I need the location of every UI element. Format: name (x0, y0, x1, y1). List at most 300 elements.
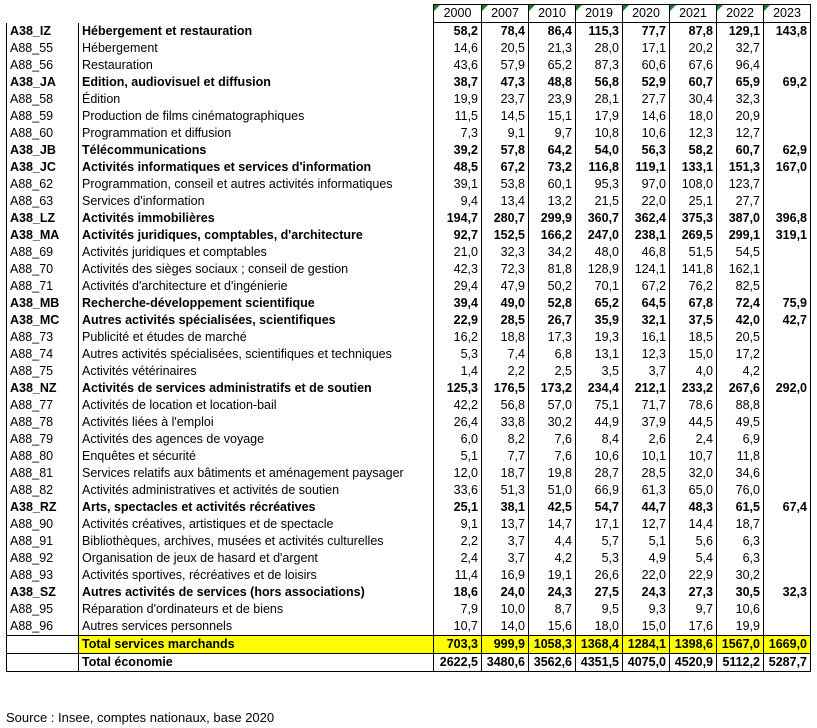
value-cell (764, 414, 811, 431)
section-row (7, 227, 811, 244)
value-cell: 34,2 (529, 244, 576, 261)
value-cell: 9,1 (434, 516, 482, 533)
value-cell: 44,7 (623, 499, 670, 516)
value-cell: 22,9 (434, 312, 482, 329)
value-cell: 72,4 (717, 295, 764, 312)
row-label: Hébergement (79, 40, 434, 57)
value-cell: 78,4 (482, 23, 529, 41)
value-cell: 37,5 (670, 312, 717, 329)
value-cell: 82,5 (717, 278, 764, 295)
value-cell: 38,1 (482, 499, 529, 516)
row-code: A88_74 (7, 346, 79, 363)
table-body (7, 23, 811, 672)
value-cell: 16,9 (482, 567, 529, 584)
table-row (7, 618, 811, 636)
row-code: A88_91 (7, 533, 79, 550)
value-cell: 43,6 (434, 57, 482, 74)
value-cell: 19,8 (529, 465, 576, 482)
value-cell: 5,1 (434, 448, 482, 465)
table-row (7, 176, 811, 193)
value-cell (764, 363, 811, 380)
value-cell: 3,7 (482, 533, 529, 550)
value-cell: 19,3 (576, 329, 623, 346)
value-cell: 65,2 (576, 295, 623, 312)
value-cell: 9,3 (623, 601, 670, 618)
row-label: Recherche-développement scientifique (79, 295, 434, 312)
value-cell: 42,5 (529, 499, 576, 516)
value-cell: 18,5 (670, 329, 717, 346)
value-cell: 10,7 (434, 618, 482, 636)
value-cell: 4,0 (670, 363, 717, 380)
row-code: A38_MC (7, 312, 79, 329)
row-label: Activités informatiques et services d'information (79, 159, 434, 176)
row-code: A88_77 (7, 397, 79, 414)
cell-marker-icon (434, 5, 440, 11)
value-cell: 65,2 (529, 57, 576, 74)
table-row (7, 516, 811, 533)
year-label: 2007 (491, 6, 519, 20)
value-cell: 12,7 (717, 125, 764, 142)
value-cell: 18,0 (670, 108, 717, 125)
value-cell: 50,2 (529, 278, 576, 295)
value-cell: 7,4 (482, 346, 529, 363)
table-row (7, 397, 811, 414)
table-row (7, 57, 811, 74)
value-cell: 362,4 (623, 210, 670, 227)
section-row (7, 295, 811, 312)
row-label: Activités des sièges sociaux ; conseil de gestion (79, 261, 434, 278)
value-cell: 35,9 (576, 312, 623, 329)
value-cell: 65,9 (717, 74, 764, 91)
value-cell: 13,1 (576, 346, 623, 363)
value-cell: 67,8 (670, 295, 717, 312)
value-cell: 2,2 (482, 363, 529, 380)
value-cell: 26,7 (529, 312, 576, 329)
value-cell: 54,0 (576, 142, 623, 159)
value-cell: 33,8 (482, 414, 529, 431)
row-label: Activités vétérinaires (79, 363, 434, 380)
value-cell: 269,5 (670, 227, 717, 244)
row-code: A88_73 (7, 329, 79, 346)
row-label: Autres services personnels (79, 618, 434, 636)
value-cell: 5112,2 (717, 654, 764, 672)
section-row (7, 210, 811, 227)
year-header-2022 (717, 5, 764, 23)
value-cell: 49,0 (482, 295, 529, 312)
value-cell: 66,9 (576, 482, 623, 499)
value-cell: 18,7 (482, 465, 529, 482)
value-cell: 125,3 (434, 380, 482, 397)
value-cell (764, 329, 811, 346)
table-row (7, 550, 811, 567)
row-code (7, 636, 79, 654)
value-cell: 4,2 (717, 363, 764, 380)
value-cell: 53,8 (482, 176, 529, 193)
value-cell: 128,9 (576, 261, 623, 278)
value-cell: 57,0 (529, 397, 576, 414)
value-cell: 4075,0 (623, 654, 670, 672)
value-cell: 319,1 (764, 227, 811, 244)
value-cell: 280,7 (482, 210, 529, 227)
table-row (7, 363, 811, 380)
value-cell: 9,7 (529, 125, 576, 142)
value-cell: 77,7 (623, 23, 670, 41)
value-cell: 26,6 (576, 567, 623, 584)
value-cell: 76,2 (670, 278, 717, 295)
header-row (7, 5, 811, 23)
row-label: Arts, spectacles et activités récréatives (79, 499, 434, 516)
value-cell (764, 618, 811, 636)
row-code: A88_63 (7, 193, 79, 210)
value-cell: 70,1 (576, 278, 623, 295)
row-label: Services d'information (79, 193, 434, 210)
row-label: Activités créatives, artistiques et de spectacle (79, 516, 434, 533)
value-cell: 76,0 (717, 482, 764, 499)
year-label: 2000 (443, 6, 472, 20)
row-label: Total économie (79, 654, 434, 672)
value-cell: 49,5 (717, 414, 764, 431)
value-cell: 60,7 (717, 142, 764, 159)
value-cell: 61,3 (623, 482, 670, 499)
value-cell: 65,0 (670, 482, 717, 499)
value-cell: 15,0 (670, 346, 717, 363)
value-cell: 11,5 (434, 108, 482, 125)
value-cell: 52,9 (623, 74, 670, 91)
row-code: A88_58 (7, 91, 79, 108)
row-code: A38_JA (7, 74, 79, 91)
row-code: A88_79 (7, 431, 79, 448)
value-cell: 15,0 (623, 618, 670, 636)
value-cell: 86,4 (529, 23, 576, 41)
value-cell: 58,2 (670, 142, 717, 159)
value-cell: 47,3 (482, 74, 529, 91)
row-code: A88_92 (7, 550, 79, 567)
value-cell: 30,5 (717, 584, 764, 601)
value-cell: 166,2 (529, 227, 576, 244)
value-cell: 21,5 (576, 193, 623, 210)
row-code: A38_JC (7, 159, 79, 176)
section-row (7, 23, 811, 41)
value-cell: 1398,6 (670, 636, 717, 654)
value-cell: 6,0 (434, 431, 482, 448)
value-cell: 48,3 (670, 499, 717, 516)
value-cell: 22,9 (670, 567, 717, 584)
value-cell: 8,2 (482, 431, 529, 448)
value-cell: 42,7 (764, 312, 811, 329)
value-cell: 16,2 (434, 329, 482, 346)
table-row (7, 533, 811, 550)
value-cell: 32,1 (623, 312, 670, 329)
value-cell: 17,2 (717, 346, 764, 363)
value-cell (764, 176, 811, 193)
value-cell: 233,2 (670, 380, 717, 397)
value-cell: 152,5 (482, 227, 529, 244)
cell-marker-icon (529, 5, 535, 11)
value-cell: 4,2 (529, 550, 576, 567)
value-cell: 7,6 (529, 448, 576, 465)
value-cell: 51,5 (670, 244, 717, 261)
value-cell: 23,9 (529, 91, 576, 108)
value-cell: 92,7 (434, 227, 482, 244)
cell-marker-icon (670, 5, 676, 11)
value-cell: 32,3 (482, 244, 529, 261)
row-code: A88_78 (7, 414, 79, 431)
section-row (7, 159, 811, 176)
value-cell: 17,9 (576, 108, 623, 125)
value-cell: 81,8 (529, 261, 576, 278)
cell-marker-icon (717, 5, 723, 11)
value-cell: 28,1 (576, 91, 623, 108)
value-cell: 24,0 (482, 584, 529, 601)
value-cell (764, 125, 811, 142)
value-cell: 6,9 (717, 431, 764, 448)
value-cell: 33,6 (434, 482, 482, 499)
value-cell: 7,9 (434, 601, 482, 618)
value-cell: 10,7 (670, 448, 717, 465)
row-code: A88_95 (7, 601, 79, 618)
value-cell: 67,2 (482, 159, 529, 176)
row-code: A88_80 (7, 448, 79, 465)
row-label: Production de films cinématographiques (79, 108, 434, 125)
value-cell: 173,2 (529, 380, 576, 397)
row-code: A88_75 (7, 363, 79, 380)
value-cell: 71,7 (623, 397, 670, 414)
row-label: Activités immobilières (79, 210, 434, 227)
value-cell: 69,2 (764, 74, 811, 91)
year-header-2020 (623, 5, 670, 23)
value-cell: 387,0 (717, 210, 764, 227)
value-cell: 15,1 (529, 108, 576, 125)
year-header-2021 (670, 5, 717, 23)
value-cell: 12,0 (434, 465, 482, 482)
row-code: A88_55 (7, 40, 79, 57)
value-cell: 9,5 (576, 601, 623, 618)
cell-marker-icon (764, 5, 770, 11)
row-label: Services relatifs aux bâtiments et aménagement paysager (79, 465, 434, 482)
value-cell: 11,8 (717, 448, 764, 465)
value-cell: 39,1 (434, 176, 482, 193)
value-cell: 119,1 (623, 159, 670, 176)
year-label: 2021 (679, 6, 707, 20)
value-cell: 247,0 (576, 227, 623, 244)
value-cell: 30,2 (717, 567, 764, 584)
total-services-marchands-row (7, 636, 811, 654)
header-blank-label (79, 5, 434, 23)
value-cell: 12,7 (623, 516, 670, 533)
row-code: A88_62 (7, 176, 79, 193)
section-row (7, 142, 811, 159)
row-code: A88_96 (7, 618, 79, 636)
value-cell: 32,3 (764, 584, 811, 601)
value-cell (764, 261, 811, 278)
value-cell (764, 244, 811, 261)
row-code: A88_56 (7, 57, 79, 74)
value-cell: 16,1 (623, 329, 670, 346)
value-cell: 25,1 (434, 499, 482, 516)
value-cell: 14,4 (670, 516, 717, 533)
value-cell: 21,3 (529, 40, 576, 57)
value-cell: 54,5 (717, 244, 764, 261)
row-label: Publicité et études de marché (79, 329, 434, 346)
table-row (7, 278, 811, 295)
table-row (7, 431, 811, 448)
value-cell: 19,9 (717, 618, 764, 636)
row-label: Autres activités de services (hors associations) (79, 584, 434, 601)
value-cell: 20,5 (482, 40, 529, 57)
value-cell: 2,2 (434, 533, 482, 550)
row-code: A88_82 (7, 482, 79, 499)
cell-marker-icon (482, 5, 488, 11)
data-table (6, 4, 811, 672)
row-label: Restauration (79, 57, 434, 74)
row-code: A38_MB (7, 295, 79, 312)
value-cell (764, 40, 811, 57)
value-cell: 22,0 (623, 567, 670, 584)
value-cell (764, 482, 811, 499)
value-cell: 1669,0 (764, 636, 811, 654)
value-cell: 19,1 (529, 567, 576, 584)
value-cell: 25,1 (670, 193, 717, 210)
cell-marker-icon (623, 5, 629, 11)
value-cell: 9,1 (482, 125, 529, 142)
row-code: A88_71 (7, 278, 79, 295)
year-header-2019 (576, 5, 623, 23)
year-label: 2020 (632, 6, 660, 20)
value-cell: 999,9 (482, 636, 529, 654)
value-cell: 34,6 (717, 465, 764, 482)
value-cell: 22,0 (623, 193, 670, 210)
value-cell: 60,1 (529, 176, 576, 193)
value-cell: 2,4 (670, 431, 717, 448)
row-code: A88_69 (7, 244, 79, 261)
value-cell: 42,0 (717, 312, 764, 329)
section-row (7, 380, 811, 397)
value-cell: 4520,9 (670, 654, 717, 672)
value-cell: 299,1 (717, 227, 764, 244)
row-label: Activités des agences de voyage (79, 431, 434, 448)
value-cell: 51,3 (482, 482, 529, 499)
value-cell: 5287,7 (764, 654, 811, 672)
row-label: Activités administratives et activités de soutien (79, 482, 434, 499)
row-label: Activités liées à l'emploi (79, 414, 434, 431)
value-cell: 4,4 (529, 533, 576, 550)
row-label: Enquêtes et sécurité (79, 448, 434, 465)
row-label: Autres activités spécialisées, scientifiques (79, 312, 434, 329)
value-cell: 87,3 (576, 57, 623, 74)
value-cell: 78,6 (670, 397, 717, 414)
value-cell (764, 465, 811, 482)
value-cell: 27,3 (670, 584, 717, 601)
value-cell: 2622,5 (434, 654, 482, 672)
value-cell: 3562,6 (529, 654, 576, 672)
value-cell: 4351,5 (576, 654, 623, 672)
value-cell: 32,0 (670, 465, 717, 482)
year-label: 2010 (538, 6, 566, 20)
value-cell: 18,6 (434, 584, 482, 601)
row-label: Programmation et diffusion (79, 125, 434, 142)
year-label: 2023 (773, 6, 801, 20)
value-cell: 52,8 (529, 295, 576, 312)
value-cell (764, 193, 811, 210)
table-row (7, 91, 811, 108)
value-cell: 24,3 (529, 584, 576, 601)
value-cell: 7,3 (434, 125, 482, 142)
value-cell: 5,3 (434, 346, 482, 363)
value-cell: 64,2 (529, 142, 576, 159)
table-row (7, 329, 811, 346)
table-row (7, 261, 811, 278)
row-code: A88_93 (7, 567, 79, 584)
value-cell: 39,4 (434, 295, 482, 312)
value-cell: 20,9 (717, 108, 764, 125)
source-note: Source : Insee, comptes nationaux, base 2020 (6, 710, 275, 725)
value-cell: 75,1 (576, 397, 623, 414)
section-row (7, 74, 811, 91)
value-cell: 23,7 (482, 91, 529, 108)
value-cell: 1567,0 (717, 636, 764, 654)
row-label: Activités sportives, récréatives et de loisirs (79, 567, 434, 584)
value-cell: 2,6 (623, 431, 670, 448)
value-cell: 18,8 (482, 329, 529, 346)
row-code: A88_60 (7, 125, 79, 142)
value-cell (764, 550, 811, 567)
value-cell (764, 448, 811, 465)
row-code: A38_IZ (7, 23, 79, 41)
value-cell (764, 108, 811, 125)
value-cell: 124,1 (623, 261, 670, 278)
value-cell: 14,6 (434, 40, 482, 57)
cell-marker-icon (576, 5, 582, 11)
value-cell: 299,9 (529, 210, 576, 227)
value-cell: 123,7 (717, 176, 764, 193)
value-cell: 67,2 (623, 278, 670, 295)
table-row (7, 125, 811, 142)
row-label: Autres activités spécialisées, scientifiques et techniques (79, 346, 434, 363)
value-cell: 95,3 (576, 176, 623, 193)
table-row (7, 448, 811, 465)
value-cell: 28,5 (623, 465, 670, 482)
value-cell: 20,5 (717, 329, 764, 346)
value-cell (764, 516, 811, 533)
header-blank-code (7, 5, 79, 23)
table-row (7, 193, 811, 210)
value-cell: 3,5 (576, 363, 623, 380)
row-label: Édition (79, 91, 434, 108)
value-cell: 32,7 (717, 40, 764, 57)
value-cell (764, 431, 811, 448)
row-code: A38_RZ (7, 499, 79, 516)
value-cell: 141,8 (670, 261, 717, 278)
value-cell: 9,4 (434, 193, 482, 210)
value-cell: 10,0 (482, 601, 529, 618)
table-row (7, 482, 811, 499)
year-label: 2019 (585, 6, 613, 20)
value-cell: 396,8 (764, 210, 811, 227)
value-cell: 67,6 (670, 57, 717, 74)
value-cell: 57,8 (482, 142, 529, 159)
value-cell: 167,0 (764, 159, 811, 176)
section-row (7, 499, 811, 516)
value-cell: 5,1 (623, 533, 670, 550)
value-cell: 7,7 (482, 448, 529, 465)
value-cell: 54,7 (576, 499, 623, 516)
value-cell: 13,4 (482, 193, 529, 210)
table-row (7, 601, 811, 618)
table-row (7, 108, 811, 125)
value-cell: 17,1 (623, 40, 670, 57)
value-cell: 5,3 (576, 550, 623, 567)
value-cell (764, 57, 811, 74)
